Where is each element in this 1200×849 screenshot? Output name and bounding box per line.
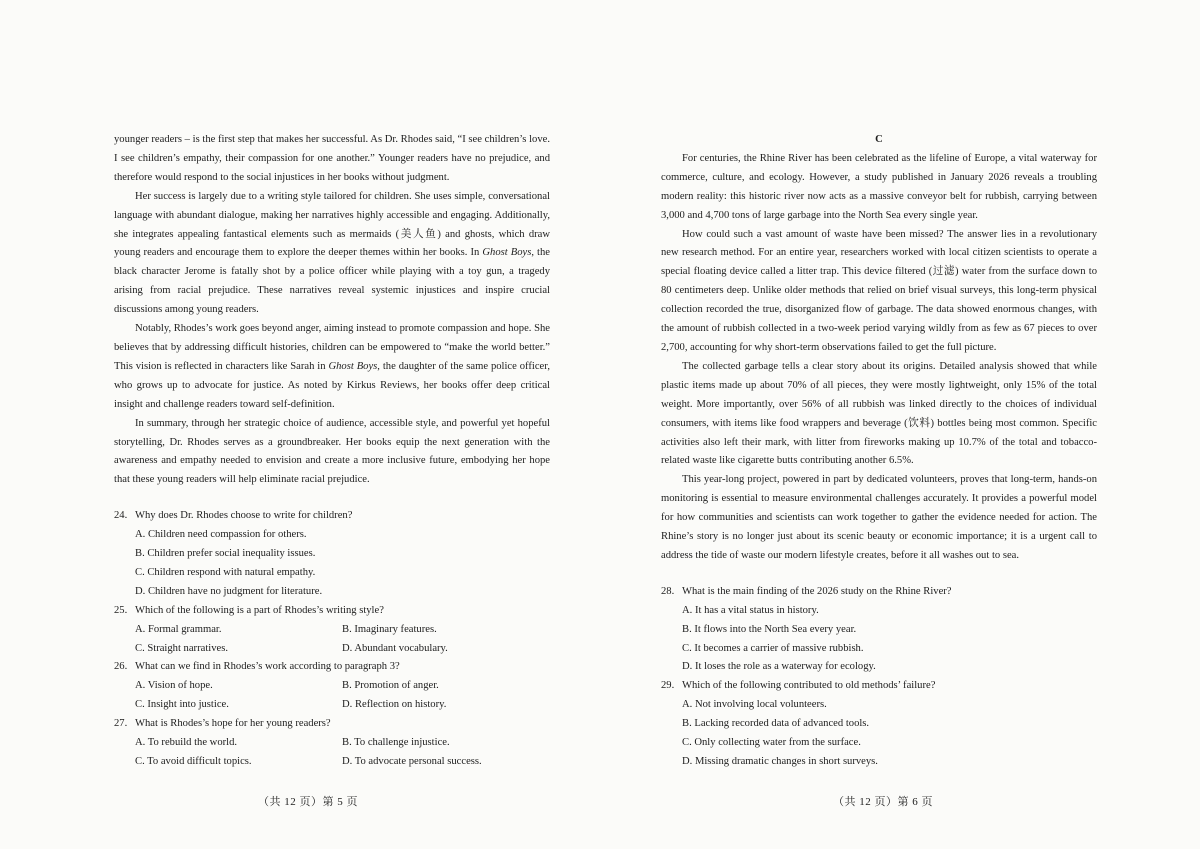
option-c[interactable]: C. Insight into justice. (135, 699, 229, 711)
option-c[interactable]: C. Only collecting water from the surface. (682, 737, 861, 749)
option-row (135, 696, 550, 715)
option-b[interactable]: B. To challenge injustice. (342, 737, 450, 749)
question-stem-row (661, 677, 1097, 696)
passage-paragraph (114, 188, 550, 320)
question-stem-row (114, 602, 550, 621)
answer-options (114, 734, 550, 772)
option-row (135, 640, 550, 659)
question-stem-row (114, 507, 550, 526)
question-stem-row (661, 583, 1097, 602)
question-number: 29. (661, 680, 675, 692)
option-a[interactable]: A. It has a vital status in history. (682, 604, 819, 616)
answer-options (661, 696, 1097, 772)
passage-paragraph (114, 320, 550, 415)
question-number: 25. (114, 604, 128, 616)
option-d[interactable]: D. Missing dramatic changes in short surveys. (682, 756, 878, 767)
option-row (135, 621, 550, 640)
passage-paragraph: younger readers – is the first step that makes her successful. As Dr. Rhodes said, “I see children’s love. I see children’s empathy, their compassion for one another.” Younger readers have no prejudice, and therefore would respond to the social injustices in her books without judgment. (114, 134, 550, 183)
option-c[interactable]: C. Straight narratives. (135, 642, 228, 654)
question-stem: Why does Dr. Rhodes choose to write for children? (135, 510, 353, 522)
page-footer-right: （共 12 页）第 6 页 (833, 796, 933, 808)
question-list (661, 583, 1097, 772)
question-26 (114, 658, 550, 715)
option-a[interactable]: A. Vision of hope. (135, 680, 213, 692)
option-c[interactable]: C. To avoid difficult topics. (135, 756, 252, 767)
question-stem: What is the main finding of the 2026 study on the Rhine River? (682, 585, 952, 597)
question-list (114, 507, 550, 772)
passage-paragraph: For centuries, the Rhine River has been celebrated as the lifeline of Europe, a vital waterway for commerce, culture, and ecology. However, a study published in January 2026 reveals a troubling modern reality: this historic river now acts as a massive conveyor belt for rubbish, carrying between 3,000 and 4,700 tons of large garbage into the North Sea every single year. (661, 152, 1097, 221)
passage-paragraph: The collected garbage tells a clear story about its origins. Detailed analysis showed that while plastic items made up about 70% of all pieces, they were mostly lightweight, only 15% of the total weight. More importantly, over 56% of all rubbish was linked directly to the choices of individual consumers, with items like food wrappers and beverage (饮料) bottles being most common. Specific activities also left their mark, with litter from fireworks making up 10.7% of the total and tobacco-related waste like cigarette butts contributing another 6.5%. (661, 360, 1097, 467)
option-b[interactable]: B. Promotion of anger. (342, 680, 439, 692)
option-b[interactable]: B. Children prefer social inequality issues. (135, 548, 316, 560)
option-row (135, 677, 550, 696)
passage-paragraph: How could such a vast amount of waste have been missed? The answer lies in a revolutionary new research method. For an entire year, researchers worked with local citizen scientists to operate a special floating device called a litter trap. This device filtered (过滤) water from the surface down to 80 centimeters deep. Unlike older methods that relied on brief visual surveys, this long-term physical collection recorded the true, disorganized flow of garbage. The data showed enormous changes, with the amount of rubbish collected in a two-week period varying wildly from as few as 67 pieces to over 2,700, accounting for why short-term observations failed to get the full picture. (661, 228, 1097, 353)
answer-options (661, 602, 1097, 678)
question-24 (114, 507, 550, 602)
option-b[interactable]: B. Imaginary features. (342, 623, 437, 635)
right-page-column (661, 131, 1097, 772)
text-span: Notably, Rhodes’s work goes beyond anger, aiming instead to promote compassion and hope. She believes that by addressing difficult histories, children can be empowered to “make the world better.” This vision is reflected in characters like Sarah in (114, 323, 550, 372)
question-stem-row (114, 658, 550, 677)
page-footer-left: （共 12 页）第 5 页 (258, 796, 358, 808)
passage-paragraph: This year-long project, powered in part by dedicated volunteers, proves that long-term, hands-on monitoring is essential to measure environmental challenges accurately. It provides a powerful model for how communities and scientists can work together to gather the evidence needed for action. The Rhine’s story is no longer just about its scenic beauty or economic importance; it is a urgent call to address the tide of waste our modern lifestyle creates, before it all washes out to sea. (661, 474, 1097, 561)
answer-options (114, 526, 550, 602)
question-number: 24. (114, 510, 128, 522)
question-stem: What can we find in Rhodes’s work according to paragraph 3? (135, 661, 400, 673)
answer-options (114, 677, 550, 715)
option-a[interactable]: A. Children need compassion for others. (135, 529, 307, 541)
option-a[interactable]: A. Formal grammar. (135, 623, 222, 635)
text-span: , the black character Jerome is fatally shot by a police officer while playing with a toy gun, a tragedy arising from racial prejudice. These narratives reveal systemic injustices and inspire crucial discussions among young readers. (114, 247, 550, 316)
option-row (135, 734, 550, 753)
option-b[interactable]: B. It flows into the North Sea every year. (682, 623, 857, 635)
option-a[interactable]: A. To rebuild the world. (135, 737, 238, 749)
question-stem-row (114, 715, 550, 734)
option-b[interactable]: B. Lacking recorded data of advanced tools. (682, 718, 870, 730)
option-d[interactable]: D. Abundant vocabulary. (342, 642, 448, 654)
option-d[interactable]: D. It loses the role as a waterway for ecology. (682, 661, 876, 673)
question-number: 28. (661, 585, 675, 597)
question-number: 26. (114, 661, 128, 673)
text-span: , the daughter of the same police officer, who grows up to advocate for justice. As noted by Kirkus Reviews, her books offer deep critical insight and challenge readers toward self-definition. (114, 360, 551, 410)
option-d[interactable]: D. To advocate personal success. (342, 756, 482, 767)
option-d[interactable]: D. Reflection on history. (342, 699, 447, 711)
question-27 (114, 715, 550, 772)
option-c[interactable]: C. It becomes a carrier of massive rubbish. (682, 642, 864, 654)
book-title: Ghost Boys (482, 247, 532, 259)
question-stem: What is Rhodes’s hope for her young readers? (135, 718, 331, 730)
option-row (135, 753, 550, 772)
option-d[interactable]: D. Children have no judgment for literature. (135, 585, 323, 597)
question-25 (114, 602, 550, 659)
answer-options (114, 621, 550, 659)
question-28 (661, 583, 1097, 678)
question-stem: Which of the following is a part of Rhodes’s writing style? (135, 604, 384, 616)
question-stem: Which of the following contributed to old methods’ failure? (682, 680, 936, 692)
section-heading: C (875, 134, 883, 145)
option-c[interactable]: C. Children respond with natural empathy. (135, 566, 316, 578)
option-a[interactable]: A. Not involving local volunteers. (682, 699, 827, 711)
question-number: 27. (114, 718, 128, 730)
passage-paragraph: In summary, through her strategic choice of audience, accessible style, and powerful yet hopeful storytelling, Dr. Rhodes serves as a groundbreaker. Her books equip the next generation with the awareness and empathy needed to envision and create a more inclusive future, embodying her hope that these young readers will help eliminate racial prejudice. (114, 417, 550, 486)
left-page-column (114, 131, 550, 772)
book-title: Ghost Boys (328, 360, 378, 372)
question-29 (661, 677, 1097, 772)
text-span: Her success is largely due to a writing style tailored for children. She uses simple, conversational language with abundant dialogue, making her narratives highly accessible and engaging. Additionally, she integrates appealing fantastical elements such as mermaids (美人鱼) and ghosts, which draw young readers and encourage them to explore the deeper themes within her books. In (114, 190, 550, 259)
